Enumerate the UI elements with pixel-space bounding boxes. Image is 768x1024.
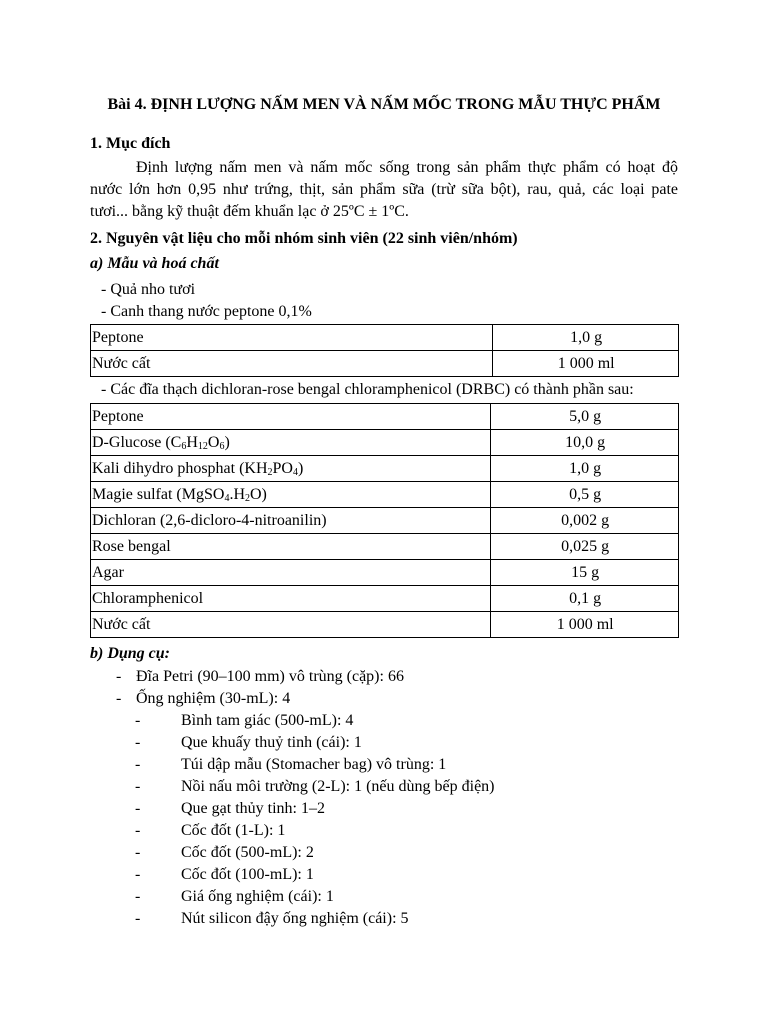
list-item: Giá ống nghiệm (cái): 1 bbox=[181, 888, 334, 905]
list-dash: - bbox=[135, 756, 141, 773]
table-row bbox=[91, 351, 679, 377]
table-cell-value: 1,0 g bbox=[491, 456, 679, 482]
compound-name: Kali dihydro phosphat (KH bbox=[92, 459, 268, 477]
subsection-a-heading: a) Mẫu và hoá chất bbox=[90, 255, 219, 272]
table-cell-name: Chloramphenicol bbox=[91, 586, 491, 612]
list-dash: - bbox=[116, 668, 122, 685]
list-dash: - bbox=[135, 866, 141, 883]
list-item: Đĩa Petri (90–100 mm) vô trùng (cặp): 66 bbox=[136, 668, 404, 685]
list-dash: - bbox=[135, 888, 141, 905]
section-1-heading: 1. Mục đích bbox=[90, 135, 171, 152]
table-row bbox=[91, 560, 679, 586]
section-2-heading: 2. Nguyên vật liệu cho mỗi nhóm sinh viên (22 sinh viên/nhóm) bbox=[90, 230, 518, 247]
table-cell-value: 0,5 g bbox=[491, 482, 679, 508]
table-row bbox=[91, 534, 679, 560]
section-1-paragraph bbox=[90, 157, 678, 223]
paragraph-line: tươi... bằng kỹ thuật đếm khuẩn lạc ở 25ºC ± 1ºC. bbox=[90, 203, 409, 220]
table-cell-value: 15 g bbox=[491, 560, 679, 586]
list-item: Bình tam giác (500-mL): 4 bbox=[181, 712, 354, 729]
table-cell-value: 0,025 g bbox=[491, 534, 679, 560]
list-dash: - bbox=[135, 844, 141, 861]
list-item: Cốc đốt (1-L): 1 bbox=[181, 822, 286, 839]
compound-name: D-Glucose (C bbox=[92, 433, 182, 451]
list-dash: - bbox=[116, 690, 122, 707]
table-row bbox=[91, 612, 679, 638]
list-dash: - bbox=[135, 910, 141, 927]
list-dash: - bbox=[135, 734, 141, 751]
table-cell-name: Nước cất bbox=[91, 612, 491, 638]
table-row bbox=[91, 508, 679, 534]
paragraph-line: nước lớn hơn 0,95 như trứng, thịt, sản phẩm sữa (trừ sữa bột), rau, quả, các loại pate bbox=[90, 181, 678, 198]
table-cell-value: 1 000 ml bbox=[491, 612, 679, 638]
compound-name: Magie sulfat (MgSO bbox=[92, 485, 225, 503]
table-cell-value: 10,0 g bbox=[491, 430, 679, 456]
list-item: Nồi nấu môi trường (2-L): 1 (nếu dùng bếp điện) bbox=[181, 778, 495, 795]
list-item: Que khuấy thuỷ tinh (cái): 1 bbox=[181, 734, 362, 751]
list-item: Cốc đốt (100-mL): 1 bbox=[181, 866, 314, 883]
table-cell-name: Rose bengal bbox=[91, 534, 491, 560]
table-cell-value: 0,002 g bbox=[491, 508, 679, 534]
list-item: Cốc đốt (500-mL): 2 bbox=[181, 844, 314, 861]
list-dash: - bbox=[135, 778, 141, 795]
list-item: - Quả nho tươi bbox=[101, 281, 196, 298]
table-row bbox=[91, 456, 679, 482]
paragraph-line: Định lượng nấm men và nấm mốc sống trong sản phẩm thực phẩm có hoạt độ bbox=[136, 159, 678, 176]
table-row bbox=[91, 404, 679, 430]
table-row bbox=[91, 482, 679, 508]
subsection-b-heading: b) Dụng cụ: bbox=[90, 645, 171, 662]
table-cell-name: Agar bbox=[91, 560, 491, 586]
list-item: Ống nghiệm (30-mL): 4 bbox=[136, 690, 291, 707]
table-cell-value: 5,0 g bbox=[491, 404, 679, 430]
list-dash: - bbox=[135, 712, 141, 729]
table-cell-value: 0,1 g bbox=[491, 586, 679, 612]
list-item: - Các đĩa thạch dichloran-rose bengal chloramphenicol (DRBC) có thành phần sau: bbox=[101, 381, 634, 398]
table-row bbox=[91, 430, 679, 456]
table-cell-name: Kali dihydro phosphat $(KH_2PO_4)$ bbox=[91, 456, 491, 482]
list-item: Que gạt thủy tinh: 1–2 bbox=[181, 800, 325, 817]
table-cell-name: Peptone bbox=[91, 404, 491, 430]
list-item: Túi dập mẫu (Stomacher bag) vô trùng: 1 bbox=[181, 756, 447, 773]
table-row bbox=[91, 586, 679, 612]
table-cell-value: 1 000 ml bbox=[493, 351, 679, 377]
formula-sub: $_6H_{12}O_6$) bbox=[181, 433, 230, 452]
drbc-composition-table bbox=[90, 403, 679, 638]
table-cell-value: 1,0 g bbox=[493, 325, 679, 351]
table-row bbox=[91, 325, 679, 351]
page-title: Bài 4. ĐỊNH LƯỢNG NẤM MEN VÀ NẤM MỐC TRONG MẪU THỰC PHẨM bbox=[107, 96, 661, 113]
table-cell-name: Dichloran (2,6-dicloro-4-nitroanilin) bbox=[91, 508, 491, 534]
peptone-broth-table bbox=[90, 324, 679, 377]
table-cell-name: Peptone bbox=[91, 325, 493, 351]
table-cell-name: Nước cất bbox=[91, 351, 493, 377]
list-dash: - bbox=[135, 822, 141, 839]
table-cell-name bbox=[91, 430, 491, 456]
table-cell-name: Magie sulfat $(MgSO_4.H_2O)$ bbox=[91, 482, 491, 508]
list-dash: - bbox=[135, 800, 141, 817]
list-item: - Canh thang nước peptone 0,1% bbox=[101, 303, 312, 320]
list-item: Nút silicon đậy ống nghiệm (cái): 5 bbox=[181, 910, 409, 927]
